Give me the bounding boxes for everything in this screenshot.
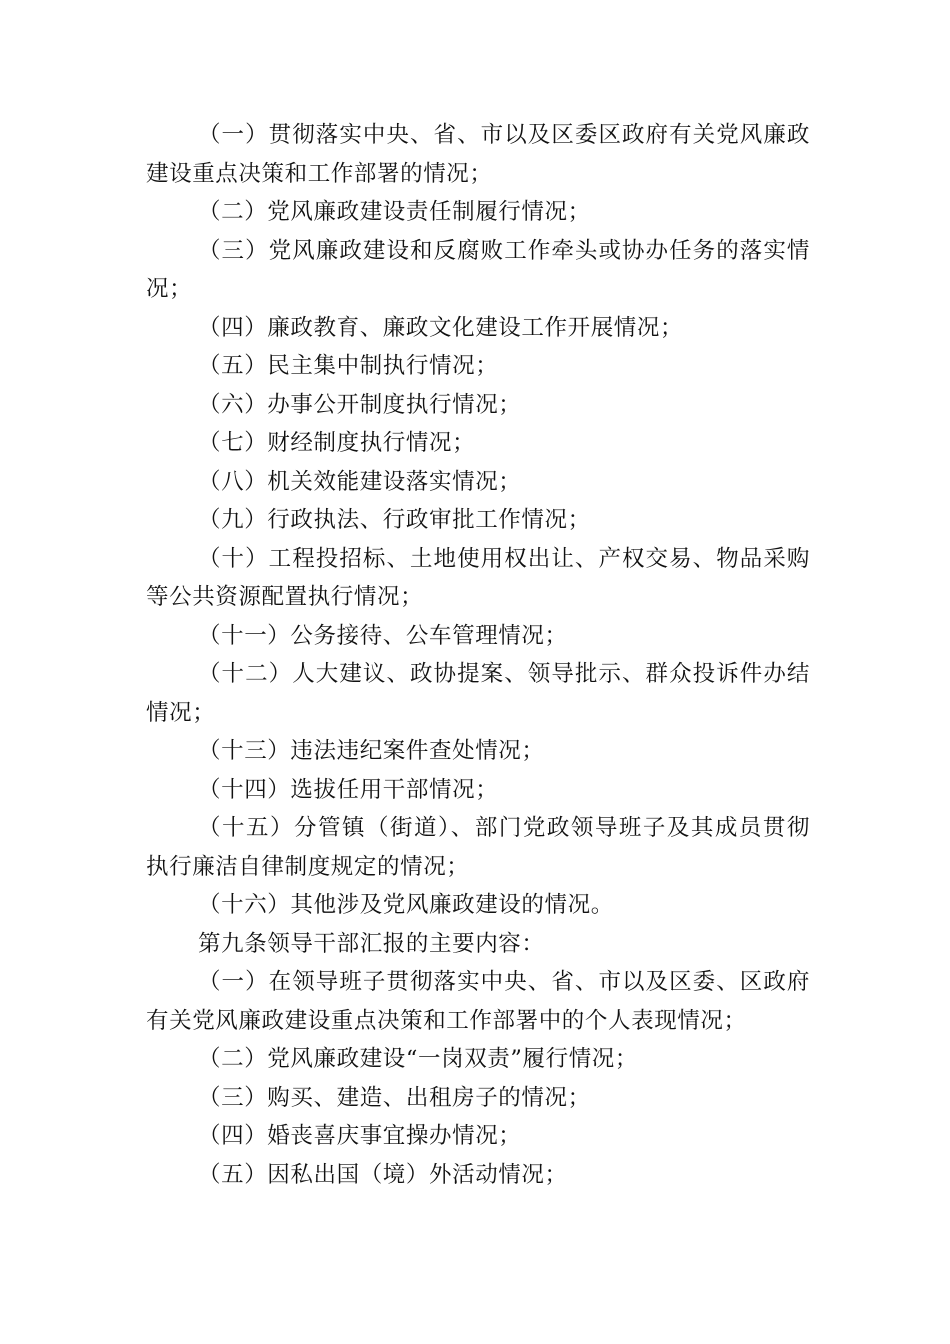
paragraph-18: （一）在领导班子贯彻落实中央、省、市以及区委、区政府有关党风廉政建设重点决策和工作部署中的个人表现情况； bbox=[146, 969, 810, 1034]
paragraph-9: （九）行政执法、行政审批工作情况； bbox=[198, 507, 591, 533]
paragraph-4: （四）廉政教育、廉政文化建设工作开展情况； bbox=[198, 314, 684, 341]
article-9-heading: 第九条领导干部汇报的主要内容： bbox=[198, 930, 545, 957]
paragraph-3: （三）党风廉政建设和反腐败工作牵头或协办任务的落实情况； bbox=[146, 237, 810, 302]
paragraph-14: （十四）选拔任用干部情况； bbox=[198, 776, 499, 803]
paragraph-16: （十六）其他涉及党风廉政建设的情况。 bbox=[198, 892, 614, 918]
paragraph-15: （十五）分管镇（街道）、部门党政领导班子及其成员贯彻执行廉洁自律制度规定的情况； bbox=[146, 815, 810, 880]
paragraph-12: （十二）人大建议、政协提案、领导批示、群众投诉件办结情况； bbox=[146, 661, 810, 726]
paragraph-13: （十三）违法违纪案件查处情况； bbox=[198, 738, 545, 764]
paragraph-6: （六）办事公开制度执行情况； bbox=[198, 391, 522, 418]
paragraph-5: （五）民主集中制执行情况； bbox=[198, 353, 499, 379]
paragraph-1: （一）贯彻落实中央、省、市以及区委区政府有关党风廉政建设重点决策和工作部署的情况； bbox=[146, 122, 810, 187]
paragraph-21: （四）婚丧喜庆事宜操办情况； bbox=[198, 1123, 522, 1149]
document-body bbox=[146, 116, 810, 1194]
paragraph-2: （二）党风廉政建设责任制履行情况； bbox=[198, 199, 591, 225]
paragraph-7: （七）财经制度执行情况； bbox=[198, 430, 476, 456]
paragraph-8: （八）机关效能建设落实情况； bbox=[198, 468, 522, 495]
paragraph-10: （十）工程投招标、土地使用权出让、产权交易、物品采购等公共资源配置执行情况； bbox=[146, 545, 810, 610]
paragraph-22: （五）因私出国（境）外活动情况； bbox=[198, 1161, 568, 1188]
paragraph-20: （三）购买、建造、出租房子的情况； bbox=[198, 1084, 591, 1111]
paragraph-19: （二）党风廉政建设“一岗双责”履行情况； bbox=[198, 1046, 639, 1072]
paragraph-11: （十一）公务接待、公车管理情况； bbox=[198, 622, 568, 649]
